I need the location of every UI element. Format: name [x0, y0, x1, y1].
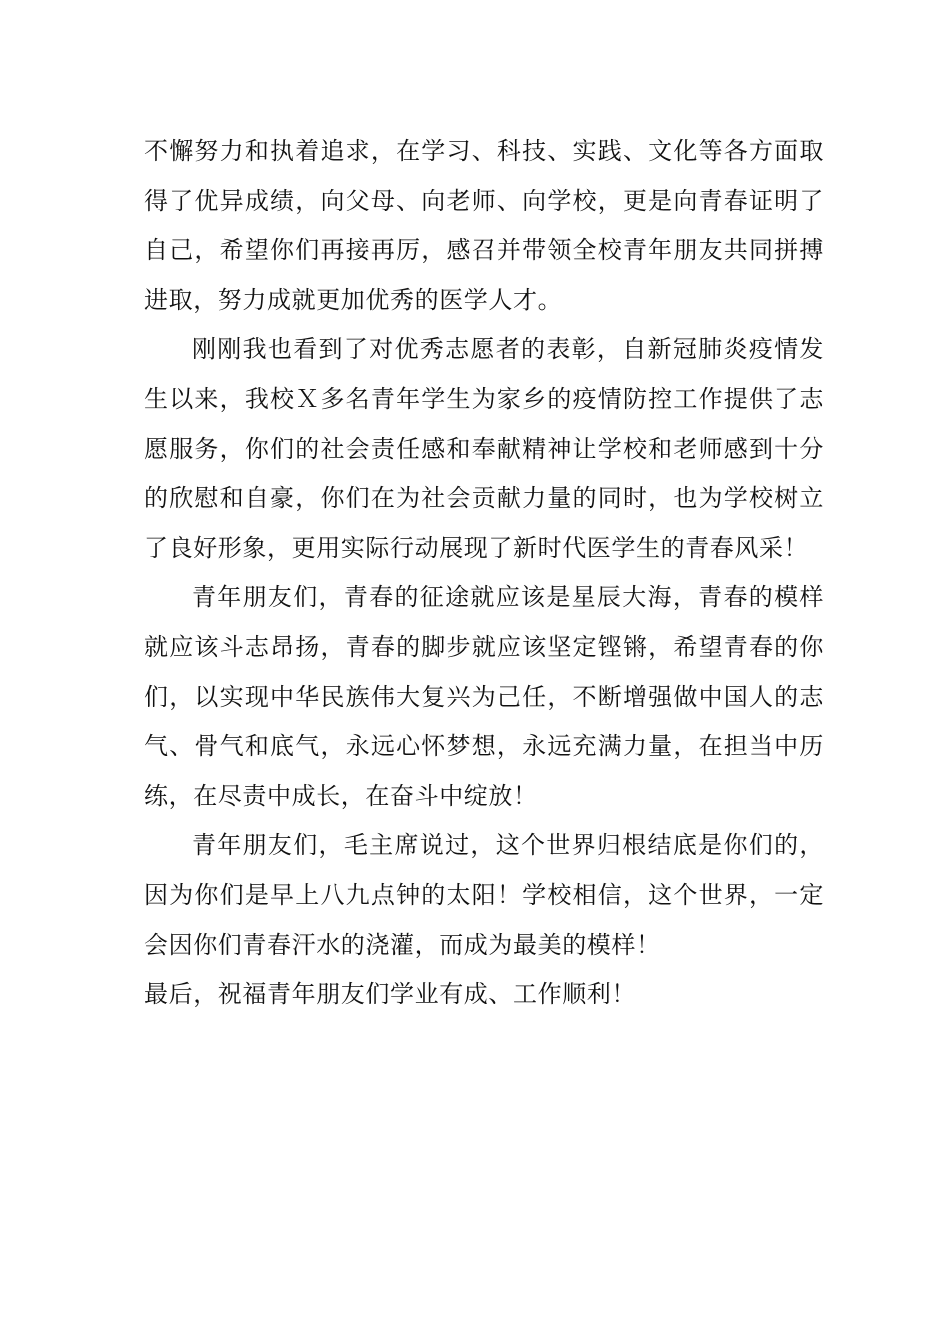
- paragraph-3: 青年朋友们，青春的征途就应该是星辰大海，青春的模样就应该斗志昂扬，青春的脚步就应该坚定铿锵，希望青春的你们，以实现中华民族伟大复兴为己任，不断增强做中国人的志气、骨气和底气，永远心怀梦想，永远充满力量，在担当中历练，在尽责中成长，在奋斗中绽放！: [144, 583, 824, 810]
- paragraph-4: 青年朋友们，毛主席说过，这个世界归根结底是你们的，因为你们是早上八九点钟的太阳！学校相信，这个世界，一定会因你们青春汗水的浇灌，而成为最美的模样！: [144, 831, 824, 959]
- document-body: [144, 127, 824, 1020]
- paragraph-1: 不懈努力和执着追求，在学习、科技、实践、文化等各方面取得了优异成绩，向父母、向老师、向学校，更是向青春证明了自己，希望你们再接再厉，感召并带领全校青年朋友共同拼搏进取，努力成就更加优秀的医学人才。: [144, 137, 824, 314]
- paragraph-2: 刚刚我也看到了对优秀志愿者的表彰，自新冠肺炎疫情发生以来，我校Ｘ多名青年学生为家乡的疫情防控工作提供了志愿服务，你们的社会责任感和奉献精神让学校和老师感到十分的欣慰和自豪，你们在为社会贡献力量的同时，也为学校树立了良好形象，更用实际行动展现了新时代医学生的青春风采！: [144, 335, 824, 562]
- paragraph-5: 最后，祝福青年朋友们学业有成、工作顺利！: [144, 980, 636, 1009]
